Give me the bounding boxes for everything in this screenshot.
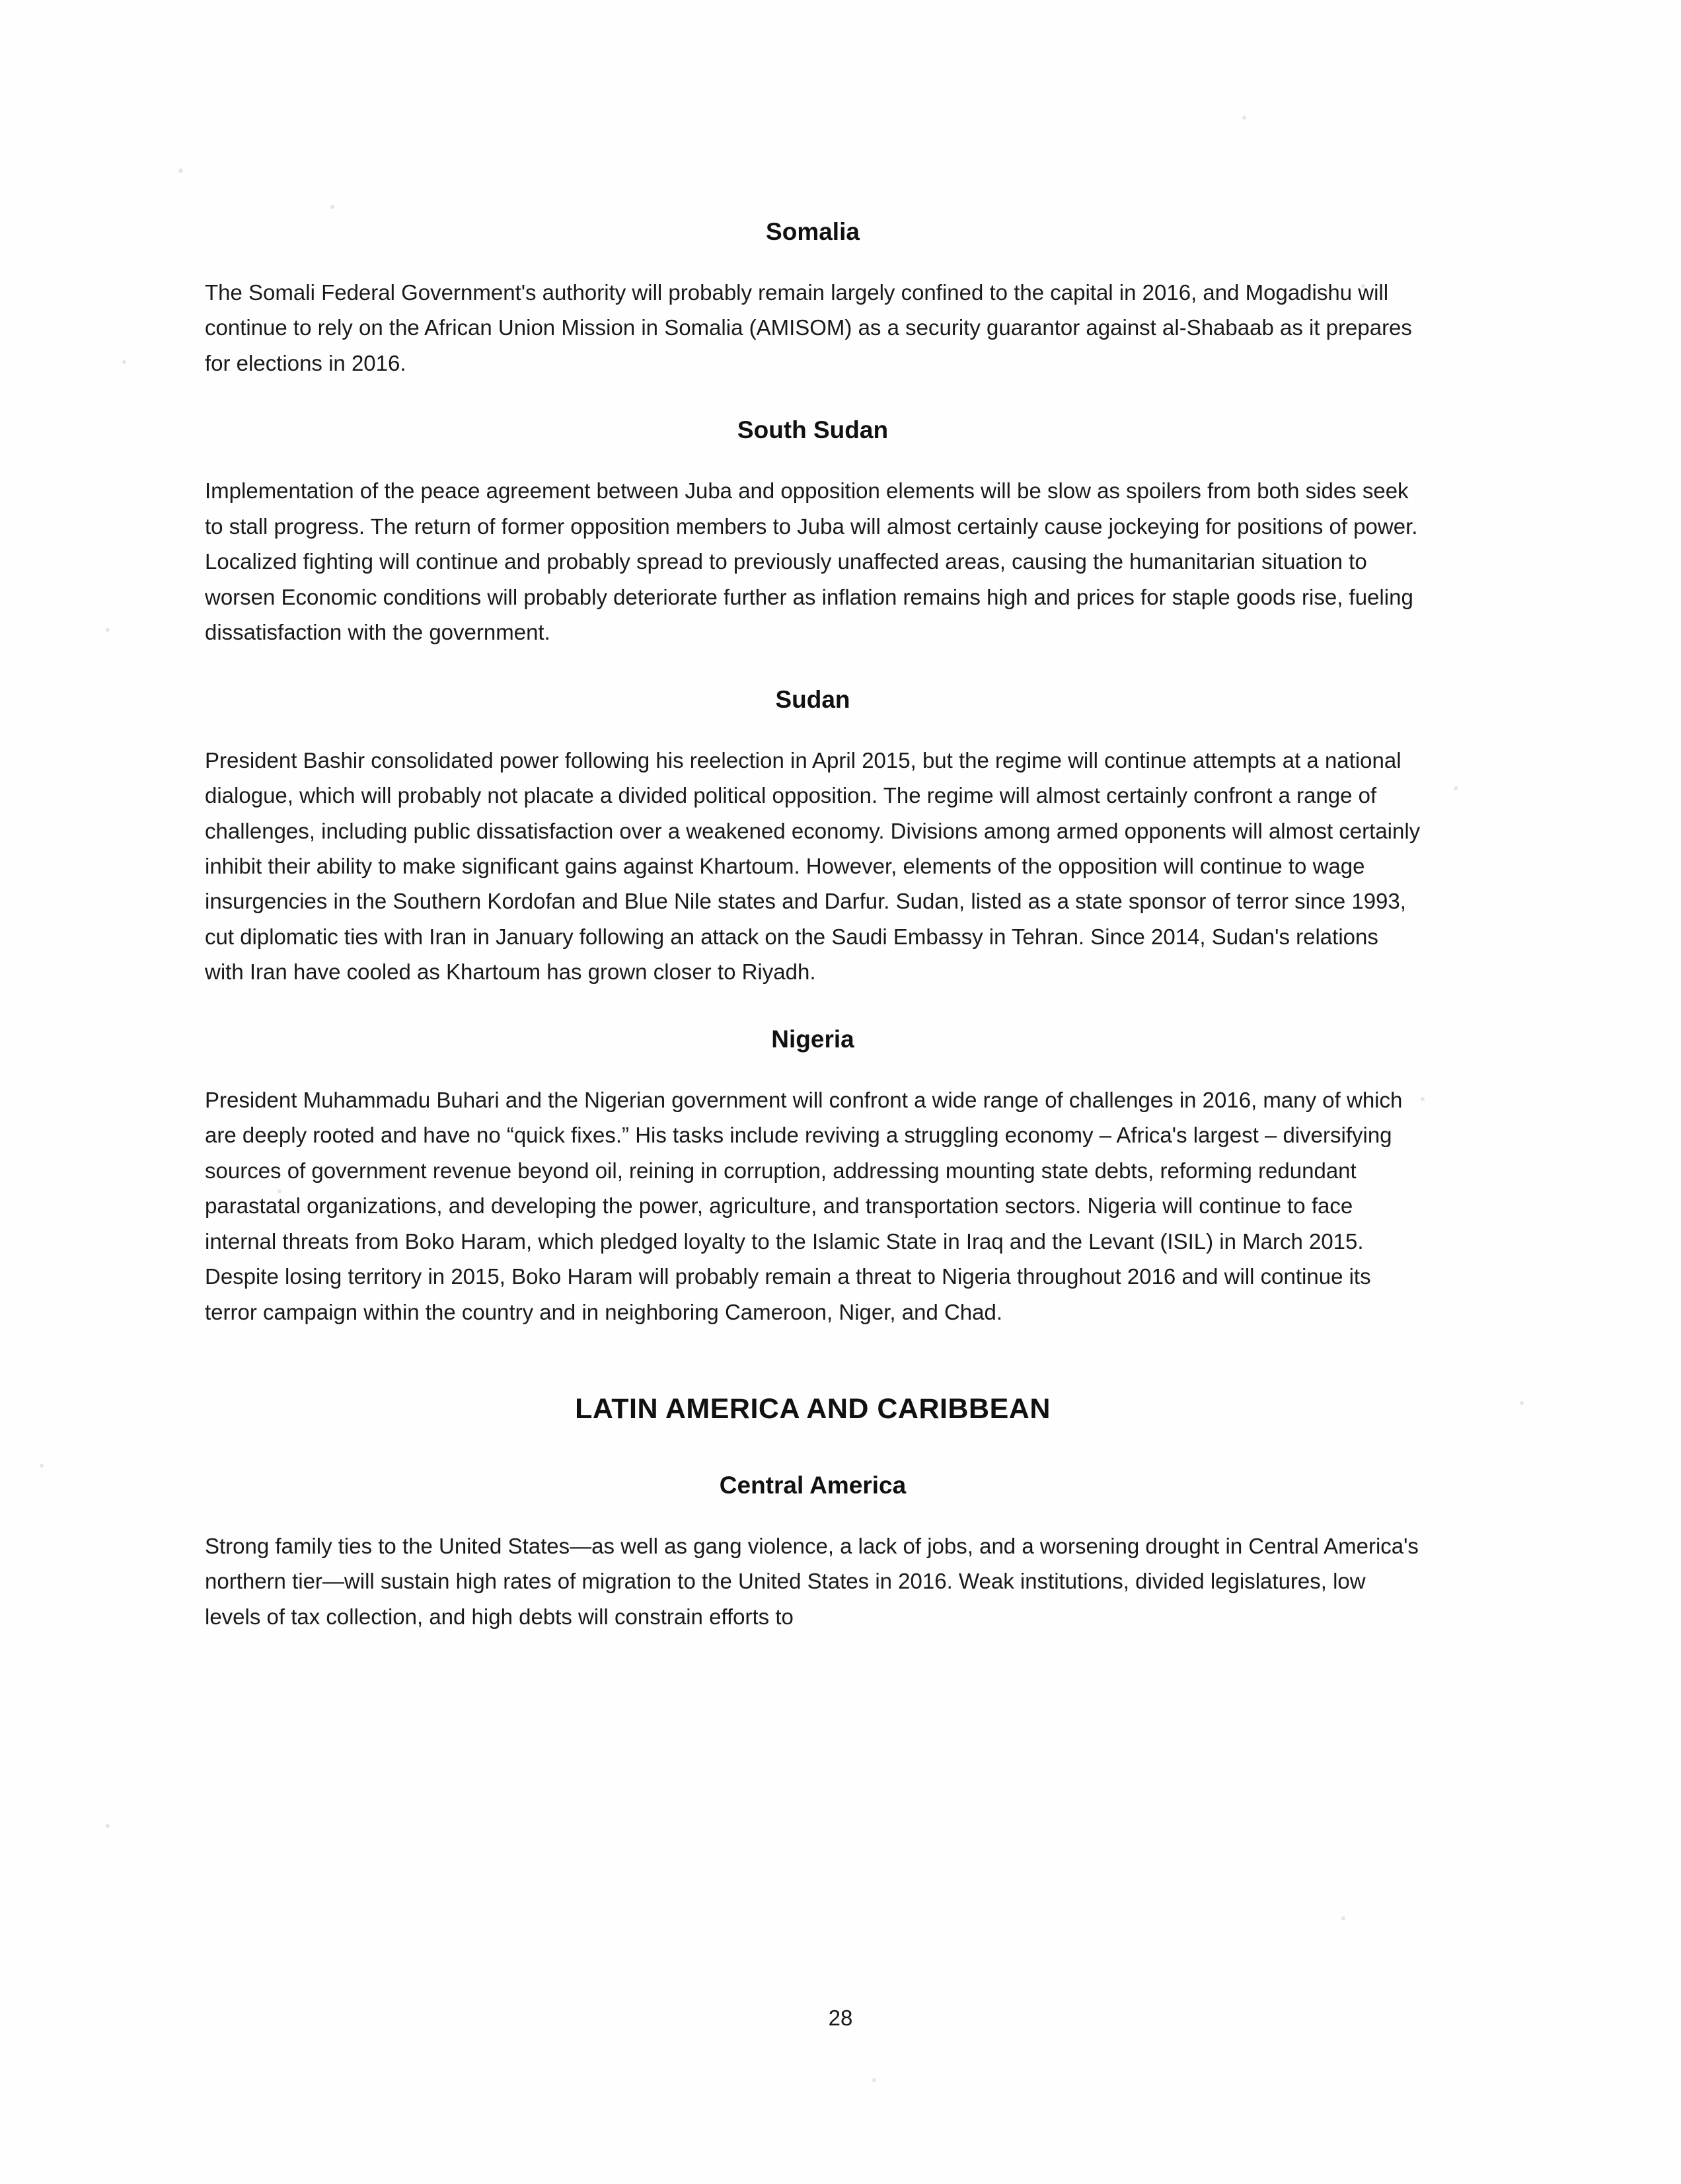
- scan-speck: [40, 1464, 44, 1468]
- scan-speck: [178, 169, 183, 173]
- section-heading-nigeria: Nigeria: [771, 1025, 854, 1053]
- section-south-sudan: [205, 416, 1421, 650]
- page-title: LATIN AMERICA AND CARIBBEAN: [575, 1392, 1051, 1425]
- section-heading-central-america: Central America: [719, 1471, 907, 1499]
- section-somalia: [205, 218, 1421, 381]
- section-heading-somalia: Somalia: [766, 218, 860, 245]
- section-sudan: [205, 686, 1421, 990]
- scan-speck: [330, 205, 334, 209]
- section-heading-sudan: Sudan: [775, 685, 850, 713]
- section-central-america: [205, 1472, 1421, 1634]
- section-paragraph-sudan: President Bashir consolidated power following his reelection in April 2015, but the regime will continue attempts at a national dialogue, which will probably not placate a divided political opposition. The regime will almost certainly confront a range of challenges, including public dissatisfaction over a weakened economy. Divisions among armed opponents will almost certainly inhibit their ability to make significant gains against Khartoum. However, elements of the opposition will continue to wage insurgencies in the Southern Kordofan and Blue Nile states and Darfur. Sudan, listed as a state sponsor of terror since 1993, cut diplomatic ties with Iran in January following an attack on the Saudi Embassy in Tehran. Since 2014, Sudan's relations with Iran have cooled as Khartoum has grown closer to Riyadh.: [205, 747, 1421, 985]
- scan-speck: [106, 628, 110, 632]
- section-paragraph-nigeria: President Muhammadu Buhari and the Nigerian government will confront a wide range of challenges in 2016, many of which are deeply rooted and have no “quick fixes.” His tasks include reviving a struggling economy – Africa's largest – diversifying sources of government revenue beyond oil, reining in corruption, addressing mounting state debts, reforming redundant parastatal organizations, and developing the power, agriculture, and transportation sectors. Nigeria will continue to face internal threats from Boko Haram, which pledged loyalty to the Islamic State in Iraq and the Levant (ISIL) in March 2015. Despite losing territory in 2015, Boko Haram will probably remain a threat to Nigeria throughout 2016 and will continue its terror campaign within the country and in neighboring Cameroon, Niger, and Chad.: [205, 1087, 1403, 1324]
- section-paragraph-central-america: Strong family ties to the United States—as well as gang violence, a lack of jobs, and a worsening drought in Central America's northern tier—will sustain high rates of migration to the United States in 2016. Weak institutions, divided legislatures, low levels of tax collection, and high debts will constrain efforts to: [205, 1533, 1419, 1629]
- scan-speck: [106, 1824, 110, 1828]
- scan-speck: [1242, 116, 1246, 120]
- section-nigeria: [205, 1026, 1421, 1330]
- scan-speck: [1421, 1097, 1425, 1101]
- scan-speck: [1520, 1401, 1524, 1405]
- section-paragraph-somalia: The Somali Federal Government's authority will probably remain largely confined to the capital in 2016, and Mogadishu will continue to rely on the African Union Mission in Somalia (AMISOM) as a security guarantor against al-Shabaab as it prepares for elections in 2016.: [205, 280, 1412, 375]
- scan-speck: [1341, 1916, 1345, 1920]
- document-body: [205, 218, 1421, 1670]
- page-number: 28: [828, 2006, 853, 2030]
- section-heading-south-sudan: South Sudan: [737, 416, 889, 444]
- section-paragraph-south-sudan: Implementation of the peace agreement between Juba and opposition elements will be slow as spoilers from both sides seek to stall progress. The return of former opposition members to Juba will almost certainly cause jockeying for positions of power. Localized fighting will continue and probably spread to previously unaffected areas, causing the humanitarian situation to worsen Economic conditions will probably deteriorate further as inflation remains high and prices for staple goods rise, fueling dissatisfaction with the government.: [205, 478, 1418, 645]
- scan-speck: [1454, 786, 1458, 790]
- scan-speck: [872, 2078, 876, 2082]
- scan-speck: [122, 360, 126, 364]
